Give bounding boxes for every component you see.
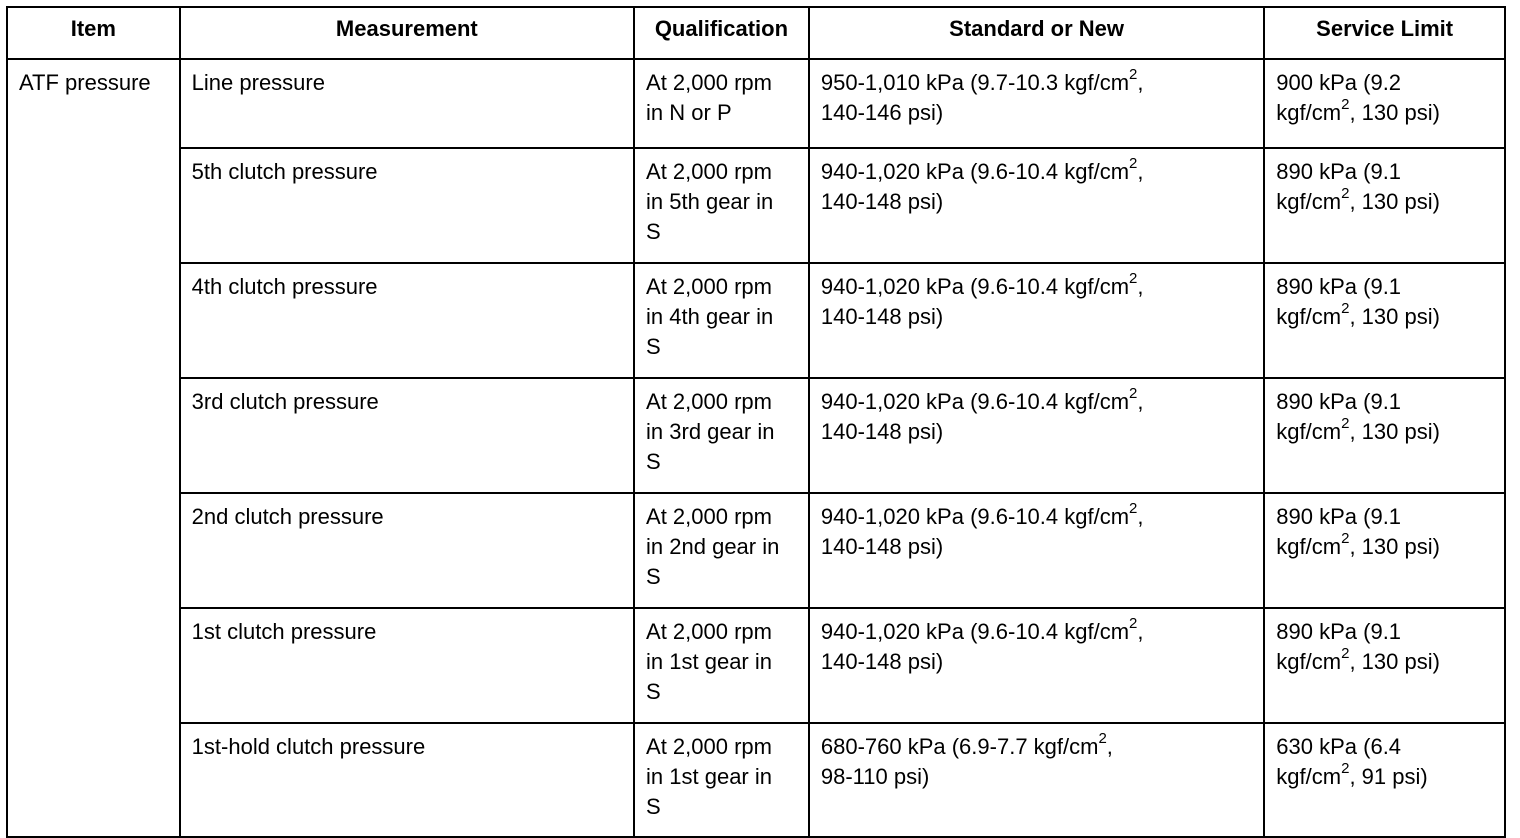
standard-cell bbox=[809, 148, 1264, 263]
qualification-cell bbox=[634, 263, 809, 378]
superscript-2: 2 bbox=[1129, 614, 1138, 632]
measurement-cell: 1st clutch pressure bbox=[180, 608, 634, 723]
limit-psi: , 130 psi) bbox=[1349, 534, 1440, 559]
limit-unit: kgf/cm bbox=[1276, 534, 1342, 559]
standard-value: 940-1,020 kPa (9.6-10.4 kgf/cm bbox=[820, 159, 1130, 184]
standard-separator: , bbox=[1137, 504, 1144, 529]
standard-cell bbox=[809, 263, 1264, 378]
standard-value: 940-1,020 kPa (9.6-10.4 kgf/cm bbox=[820, 274, 1130, 299]
superscript-2: 2 bbox=[1129, 65, 1138, 83]
limit-unit: kgf/cm bbox=[1276, 649, 1342, 674]
qualification-line: At 2,000 rpm bbox=[646, 70, 772, 95]
measurement-cell: 5th clutch pressure bbox=[180, 148, 634, 263]
table-row bbox=[7, 608, 1505, 723]
standard-cell bbox=[809, 378, 1264, 493]
standard-separator: , bbox=[1137, 70, 1144, 95]
limit-line-2 bbox=[1276, 414, 1494, 447]
standard-separator: , bbox=[1137, 274, 1144, 299]
qualification-line: At 2,000 rpm bbox=[646, 619, 772, 644]
standard-line-1 bbox=[820, 499, 1253, 532]
limit-line-2 bbox=[1276, 644, 1494, 677]
qualification-line: in 3rd gear in bbox=[646, 419, 775, 444]
header-measurement: Measurement bbox=[180, 7, 634, 59]
qualification-line: in 2nd gear in bbox=[646, 534, 780, 559]
superscript-2: 2 bbox=[1341, 759, 1350, 777]
table-row bbox=[7, 723, 1505, 837]
header-standard: Standard or New bbox=[809, 7, 1264, 59]
qualification-line: S bbox=[646, 334, 661, 359]
measurement-cell: 1st-hold clutch pressure bbox=[180, 723, 634, 837]
qualification-line: At 2,000 rpm bbox=[646, 389, 772, 414]
table-row bbox=[7, 493, 1505, 608]
item-cell: ATF pressure bbox=[7, 59, 180, 837]
standard-line-1 bbox=[820, 614, 1253, 647]
limit-line-1: 890 kPa (9.1 bbox=[1276, 159, 1402, 184]
standard-separator: , bbox=[1106, 734, 1113, 759]
standard-cell bbox=[809, 608, 1264, 723]
limit-line-1: 900 kPa (9.2 bbox=[1276, 70, 1402, 95]
superscript-2: 2 bbox=[1129, 154, 1138, 172]
limit-unit: kgf/cm bbox=[1276, 100, 1342, 125]
qualification-line: in 1st gear in bbox=[646, 764, 772, 789]
standard-line-2: 98-110 psi) bbox=[820, 764, 930, 789]
qualification-line: S bbox=[646, 449, 661, 474]
superscript-2: 2 bbox=[1341, 529, 1350, 547]
limit-unit: kgf/cm bbox=[1276, 189, 1342, 214]
superscript-2: 2 bbox=[1341, 184, 1350, 202]
qualification-cell bbox=[634, 723, 809, 837]
qualification-line: S bbox=[646, 679, 661, 704]
measurement-cell: 2nd clutch pressure bbox=[180, 493, 634, 608]
standard-separator: , bbox=[1137, 389, 1144, 414]
standard-value: 940-1,020 kPa (9.6-10.4 kgf/cm bbox=[820, 389, 1130, 414]
qualification-line: in 5th gear in bbox=[646, 189, 774, 214]
table-row bbox=[7, 59, 1505, 148]
atf-pressure-spec-table bbox=[6, 6, 1506, 838]
qualification-line: At 2,000 rpm bbox=[646, 734, 772, 759]
standard-line-1 bbox=[820, 65, 1253, 98]
superscript-2: 2 bbox=[1129, 384, 1138, 402]
standard-line-2: 140-148 psi) bbox=[820, 304, 944, 329]
qualification-cell bbox=[634, 59, 809, 148]
table-row bbox=[7, 148, 1505, 263]
standard-separator: , bbox=[1137, 159, 1144, 184]
qualification-line: in 4th gear in bbox=[646, 304, 774, 329]
service-limit-cell bbox=[1264, 59, 1505, 148]
superscript-2: 2 bbox=[1341, 95, 1350, 113]
measurement-cell: Line pressure bbox=[180, 59, 634, 148]
table-row bbox=[7, 263, 1505, 378]
standard-cell bbox=[809, 59, 1264, 148]
qualification-cell bbox=[634, 493, 809, 608]
limit-line-2 bbox=[1276, 299, 1494, 332]
qualification-line: S bbox=[646, 794, 661, 819]
header-row bbox=[7, 7, 1505, 59]
qualification-line: At 2,000 rpm bbox=[646, 159, 772, 184]
limit-psi: , 91 psi) bbox=[1349, 764, 1428, 789]
standard-value: 940-1,020 kPa (9.6-10.4 kgf/cm bbox=[820, 619, 1130, 644]
service-limit-cell bbox=[1264, 493, 1505, 608]
limit-line-2 bbox=[1276, 759, 1494, 792]
header-service-limit: Service Limit bbox=[1264, 7, 1505, 59]
standard-value: 680-760 kPa (6.9-7.7 kgf/cm bbox=[820, 734, 1099, 759]
limit-psi: , 130 psi) bbox=[1349, 100, 1440, 125]
limit-line-1: 890 kPa (9.1 bbox=[1276, 504, 1402, 529]
superscript-2: 2 bbox=[1341, 299, 1350, 317]
qualification-line: S bbox=[646, 219, 661, 244]
superscript-2: 2 bbox=[1098, 729, 1107, 747]
limit-line-2 bbox=[1276, 529, 1494, 562]
standard-line-2: 140-148 psi) bbox=[820, 419, 944, 444]
standard-line-2: 140-146 psi) bbox=[820, 100, 944, 125]
qualification-line: in N or P bbox=[646, 100, 732, 125]
standard-line-2: 140-148 psi) bbox=[820, 649, 944, 674]
standard-cell bbox=[809, 723, 1264, 837]
qualification-line: S bbox=[646, 564, 661, 589]
standard-line-1 bbox=[820, 729, 1253, 762]
standard-line-2: 140-148 psi) bbox=[820, 189, 944, 214]
standard-line-1 bbox=[820, 269, 1253, 302]
standard-value: 950-1,010 kPa (9.7-10.3 kgf/cm bbox=[820, 70, 1130, 95]
service-limit-cell bbox=[1264, 723, 1505, 837]
limit-line-1: 890 kPa (9.1 bbox=[1276, 389, 1402, 414]
qualification-line: in 1st gear in bbox=[646, 649, 772, 674]
limit-unit: kgf/cm bbox=[1276, 304, 1342, 329]
standard-line-1 bbox=[820, 154, 1253, 187]
qualification-line: At 2,000 rpm bbox=[646, 274, 772, 299]
service-limit-cell bbox=[1264, 148, 1505, 263]
qualification-line: At 2,000 rpm bbox=[646, 504, 772, 529]
standard-line-1 bbox=[820, 384, 1253, 417]
standard-separator: , bbox=[1137, 619, 1144, 644]
service-limit-cell bbox=[1264, 608, 1505, 723]
limit-unit: kgf/cm bbox=[1276, 764, 1342, 789]
header-item: Item bbox=[7, 7, 180, 59]
limit-line-2 bbox=[1276, 95, 1494, 128]
limit-line-1: 890 kPa (9.1 bbox=[1276, 274, 1402, 299]
superscript-2: 2 bbox=[1341, 414, 1350, 432]
table-body bbox=[7, 59, 1505, 837]
qualification-cell bbox=[634, 148, 809, 263]
limit-line-1: 890 kPa (9.1 bbox=[1276, 619, 1402, 644]
limit-unit: kgf/cm bbox=[1276, 419, 1342, 444]
standard-value: 940-1,020 kPa (9.6-10.4 kgf/cm bbox=[820, 504, 1130, 529]
superscript-2: 2 bbox=[1341, 644, 1350, 662]
standard-cell bbox=[809, 493, 1264, 608]
limit-psi: , 130 psi) bbox=[1349, 649, 1440, 674]
limit-psi: , 130 psi) bbox=[1349, 304, 1440, 329]
table-row bbox=[7, 378, 1505, 493]
service-limit-cell bbox=[1264, 263, 1505, 378]
limit-line-1: 630 kPa (6.4 bbox=[1276, 734, 1402, 759]
measurement-cell: 3rd clutch pressure bbox=[180, 378, 634, 493]
limit-line-2 bbox=[1276, 184, 1494, 217]
service-limit-cell bbox=[1264, 378, 1505, 493]
header-qualification: Qualification bbox=[634, 7, 809, 59]
superscript-2: 2 bbox=[1129, 499, 1138, 517]
qualification-cell bbox=[634, 378, 809, 493]
superscript-2: 2 bbox=[1129, 269, 1138, 287]
limit-psi: , 130 psi) bbox=[1349, 189, 1440, 214]
standard-line-2: 140-148 psi) bbox=[820, 534, 944, 559]
limit-psi: , 130 psi) bbox=[1349, 419, 1440, 444]
measurement-cell: 4th clutch pressure bbox=[180, 263, 634, 378]
qualification-cell bbox=[634, 608, 809, 723]
